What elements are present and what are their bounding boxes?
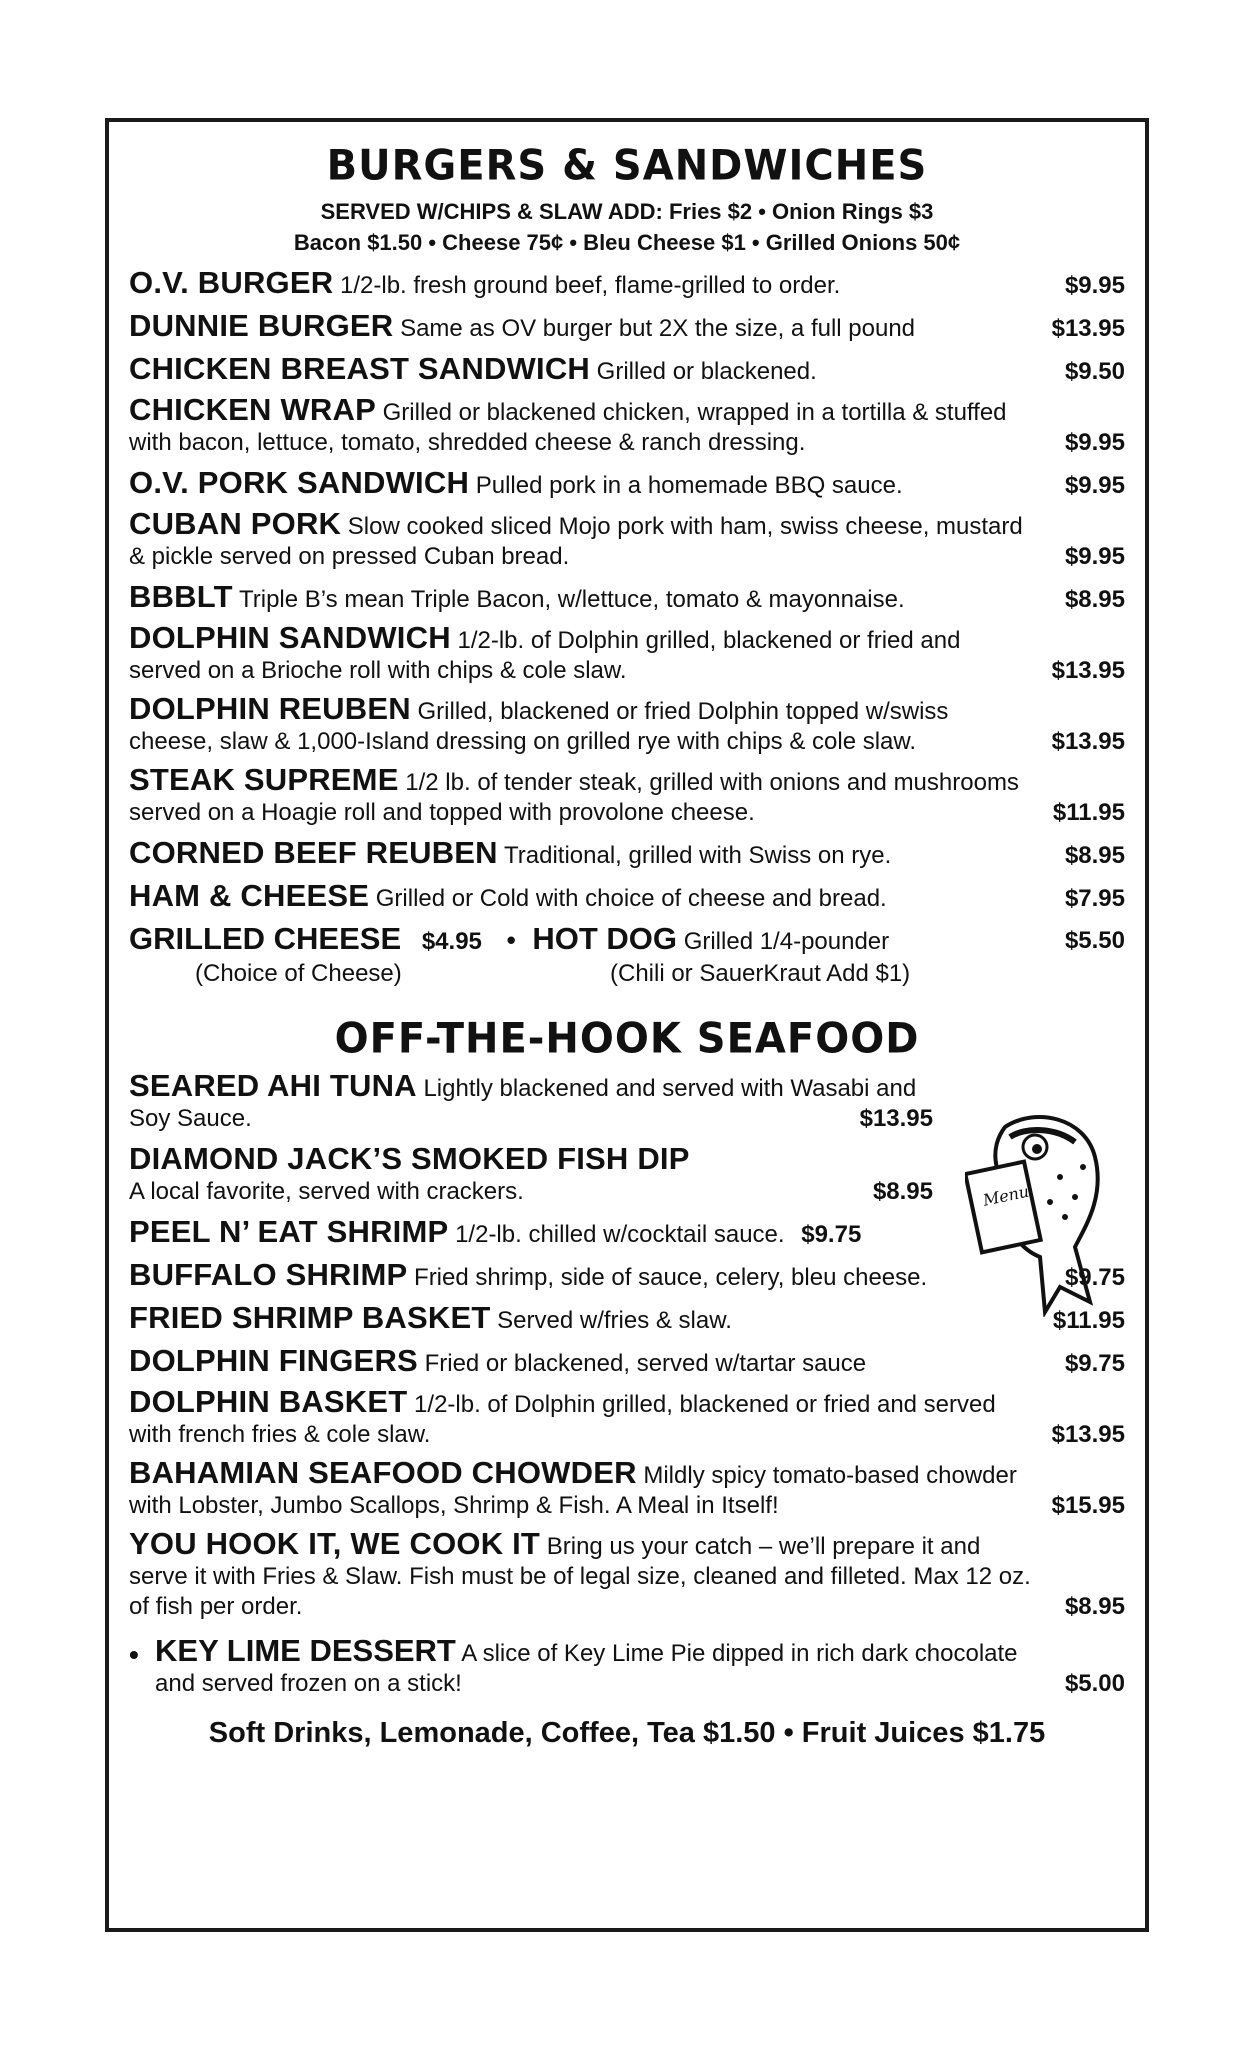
- dessert-name: KEY LIME DESSERT: [155, 1633, 456, 1668]
- item-desc: Slow cooked sliced Mojo pork with ham, swiss cheese, mustard & pickle served on pressed Cuban bread.: [129, 513, 1023, 570]
- grilled-cheese-hot-dog-notes: [129, 959, 1125, 989]
- hot-dog-desc: Grilled 1/4-pounder: [683, 928, 890, 955]
- menu-item: [129, 620, 1125, 686]
- menu-content: [129, 141, 1125, 1750]
- item-price: $8.95: [1064, 842, 1125, 869]
- item-desc: Fried or blackened, served w/tartar sauce: [424, 1350, 867, 1377]
- menu-item: [129, 265, 1125, 301]
- item-desc: Triple B’s mean Triple Bacon, w/lettuce, tomato & mayonnaise.: [238, 586, 905, 613]
- item-price: $9.95: [1064, 472, 1125, 499]
- grilled-cheese-note: (Choice of Cheese): [195, 960, 402, 987]
- item-name: DOLPHIN FINGERS: [129, 1343, 418, 1378]
- menu-item: [129, 1343, 1125, 1379]
- item-name: DOLPHIN SANDWICH: [129, 620, 451, 655]
- item-price: $11.95: [1052, 799, 1125, 826]
- item-name: CHICKEN WRAP: [129, 392, 376, 427]
- item-name: DIAMOND JACK’S SMOKED FISH DIP: [129, 1141, 690, 1176]
- menu-item: [129, 1141, 933, 1207]
- item-desc: 1/2-lb. fresh ground beef, flame-grilled to order.: [340, 272, 841, 299]
- drinks-line: Soft Drinks, Lemonade, Coffee, Tea $1.50 • Fruit Juices $1.75: [208, 1717, 1046, 1749]
- item-name: HAM & CHEESE: [129, 878, 370, 913]
- item-name: FRIED SHRIMP BASKET: [129, 1300, 491, 1335]
- menu-frame: [105, 118, 1149, 1932]
- item-price: $9.75: [801, 1221, 862, 1248]
- item-desc: 1/2-lb. of Dolphin grilled, blackened or fried and served with french fries & cole slaw.: [129, 1391, 996, 1448]
- item-price: $9.75: [1064, 1264, 1125, 1291]
- item-desc: A local favorite, served with crackers.: [129, 1178, 524, 1205]
- item-price: $13.95: [1051, 315, 1125, 342]
- item-desc: Grilled or Cold with choice of cheese and bread.: [375, 885, 887, 912]
- hot-dog-name: HOT DOG: [532, 921, 678, 956]
- item-desc: Grilled or blackened.: [596, 358, 817, 385]
- burgers-sub-line-2: Bacon $1.50 • Cheese 75¢ • Bleu Cheese $1 • Grilled Onions 50¢: [293, 230, 961, 255]
- item-price: $13.95: [859, 1105, 933, 1132]
- item-name: DOLPHIN REUBEN: [129, 691, 411, 726]
- item-price: $8.95: [1064, 1593, 1125, 1620]
- burgers-sub-line-1: SERVED W/CHIPS & SLAW ADD: Fries $2 • Onion Rings $3: [320, 199, 934, 224]
- menu-item: [129, 878, 1125, 914]
- item-desc: Lightly blackened and served with Wasabi and Soy Sauce.: [129, 1075, 917, 1132]
- menu-item: [129, 1526, 1125, 1622]
- item-desc: Served w/fries & slaw.: [497, 1307, 732, 1334]
- dessert-bullet: •: [129, 1639, 139, 1670]
- menu-item: [129, 1384, 1125, 1450]
- item-price: $15.95: [1051, 1492, 1125, 1519]
- item-name: BAHAMIAN SEAFOOD CHOWDER: [129, 1455, 637, 1490]
- item-desc: 1/2-lb. chilled w/cocktail sauce.: [455, 1221, 785, 1248]
- dessert-price: $5.00: [1064, 1670, 1125, 1697]
- item-name: CHICKEN BREAST SANDWICH: [129, 351, 590, 386]
- item-price: $13.95: [1051, 728, 1125, 755]
- item-name: SEARED AHI TUNA: [129, 1068, 417, 1103]
- menu-item: [129, 308, 1125, 344]
- item-price: $9.75: [1064, 1350, 1125, 1377]
- item-desc: 1/2 lb. of tender steak, grilled with onions and mushrooms served on a Hoagie roll and topped with provolone cheese.: [129, 769, 1019, 826]
- grilled-cheese-hot-dog-row: [129, 921, 1125, 989]
- item-name: BBBLT: [129, 579, 233, 614]
- item-price: $9.50: [1064, 358, 1125, 385]
- item-price: $8.95: [872, 1178, 933, 1205]
- menu-item: [129, 691, 1125, 757]
- item-name: BUFFALO SHRIMP: [129, 1257, 408, 1292]
- menu-item: [129, 1214, 939, 1250]
- burgers-subheading: [129, 196, 1125, 258]
- item-name: CORNED BEEF REUBEN: [129, 835, 498, 870]
- seafood-section: [129, 1068, 1125, 1622]
- item-price: $7.95: [1064, 885, 1125, 912]
- item-desc: Grilled, blackened or fried Dolphin topped w/swiss cheese, slaw & 1,000-Island dressing on grilled rye with chips & cole slaw.: [129, 698, 949, 755]
- item-desc: 1/2-lb. of Dolphin grilled, blackened or fried and served on a Brioche roll with chips & cole slaw.: [129, 627, 961, 684]
- item-name: DUNNIE BURGER: [129, 308, 394, 343]
- item-price: $9.95: [1064, 272, 1125, 299]
- item-price: $11.95: [1052, 1307, 1125, 1334]
- seafood-title: OFF-THE-HOOK SEAFOOD: [334, 1014, 920, 1064]
- dessert-desc: A slice of Key Lime Pie dipped in rich dark chocolate and served frozen on a stick!: [155, 1640, 1018, 1697]
- menu-item: [129, 1257, 1125, 1293]
- item-desc: Bring us your catch – we’ll prepare it and serve it with Fries & Slaw. Fish must be of legal size, cleaned and filleted. Max 12 oz. of fish per order.: [129, 1533, 1031, 1620]
- item-price: $9.95: [1064, 429, 1125, 456]
- menu-item: [129, 762, 1125, 828]
- menu-item: [129, 835, 1125, 871]
- item-desc: Traditional, grilled with Swiss on rye.: [503, 842, 892, 869]
- hot-dog-price: $5.50: [1064, 927, 1125, 954]
- item-name: PEEL N’ EAT SHRIMP: [129, 1214, 449, 1249]
- item-price: $8.95: [1064, 586, 1125, 613]
- grilled-cheese-price: $4.95: [421, 928, 482, 955]
- menu-item: [129, 1455, 1125, 1521]
- menu-item: [129, 392, 1125, 458]
- menu-sign-text: Menu: [981, 1181, 1031, 1210]
- item-name: O.V. BURGER: [129, 265, 334, 300]
- item-desc: Grilled or blackened chicken, wrapped in a tortilla & stuffed with bacon, lettuce, tomato, shredded cheese & ranch dressing.: [129, 399, 1007, 456]
- item-price: $9.95: [1064, 543, 1125, 570]
- menu-item: [129, 1068, 933, 1134]
- burgers-title: BURGERS & SANDWICHES: [326, 141, 928, 191]
- menu-item: [129, 351, 1125, 387]
- item-price: $13.95: [1051, 1421, 1125, 1448]
- hot-dog-note: (Chili or SauerKraut Add $1): [610, 960, 911, 987]
- item-name: O.V. PORK SANDWICH: [129, 465, 470, 500]
- item-price: $13.95: [1051, 657, 1125, 684]
- menu-item: [129, 506, 1125, 572]
- item-name: YOU HOOK IT, WE COOK IT: [129, 1526, 541, 1561]
- menu-item: [129, 465, 1125, 501]
- item-name: CUBAN PORK: [129, 506, 342, 541]
- item-desc: Pulled pork in a homemade BBQ sauce.: [475, 472, 903, 499]
- menu-item: [129, 579, 1125, 615]
- item-desc: Mildly spicy tomato-based chowder with Lobster, Jumbo Scallops, Shrimp & Fish. A Meal in Itself!: [129, 1462, 1017, 1519]
- dessert-item: [129, 1633, 1125, 1699]
- separator-bullet: •: [506, 925, 516, 955]
- item-desc: Fried shrimp, side of sauce, celery, bleu cheese.: [414, 1264, 928, 1291]
- item-desc: Same as OV burger but 2X the size, a full pound: [400, 315, 916, 342]
- grilled-cheese-name: GRILLED CHEESE: [129, 921, 402, 956]
- menu-item: [129, 1300, 1125, 1336]
- item-name: STEAK SUPREME: [129, 762, 399, 797]
- item-name: DOLPHIN BASKET: [129, 1384, 408, 1419]
